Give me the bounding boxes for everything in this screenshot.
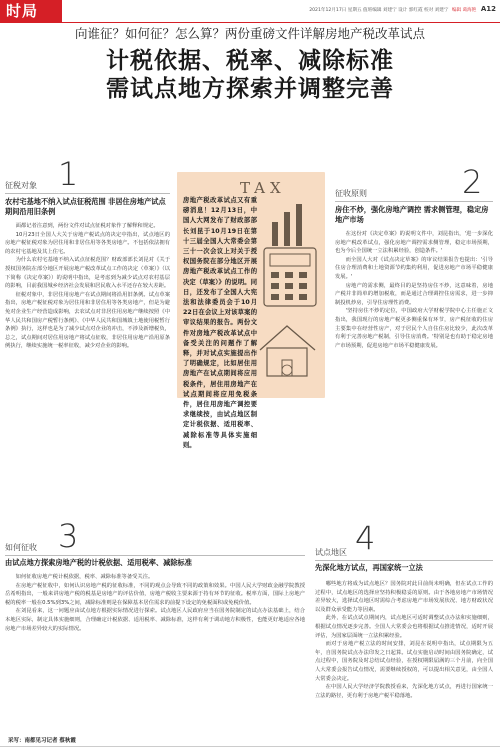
page-header (0, 0, 500, 22)
topic-3-para-2: 在房地产税征收中，如何认识房地产税的征收标准，不同的观点会导致不同的政策和效果。中国人民大学财政金融学院教授岳希明指出，一般来讲房地产税的税基是房地产的评估价值，房地产税收主要来源于持有环节的征收。税率方面，国际上房地产税的税率一般在0.5%到3%之间，减除标准则是在保障基本居住需求的前提下设定的免税面积或免税价值。 (5, 582, 305, 606)
credit-line: 采写：南都见习记者 蔡秋霞 (8, 738, 76, 744)
topic-3-para-1: 如何征收房地产税计税依据，税率、减除标准等备受关注。 (15, 574, 154, 580)
topic-4-tag: 试点地区 (315, 548, 347, 557)
topic-2-heading: 房住不炒，强化房地产调控 需求侧管理，稳定房地产市场 (335, 205, 489, 224)
topic-2-number: 2 (462, 163, 483, 201)
topic-3-para-3: 在刘昆看来，这一问题应由试点地方根据实际情况进行探索。试点地区人民政府应当在国务院制定的试点办法基础上，结合本地区实际，制定具体实施细则，合理确定计税依据、适用税率、减除标准，这样有利于调动地方积极性，也能更好地适应各地房地产市场差异较大的实际情况。 (5, 608, 305, 632)
topic-1-para-1: 面都记者注意到，两份文件对试点征税对象作了解释和规定。 (15, 223, 159, 229)
topic-1-body (5, 222, 170, 402)
topic-2-para-2: 而全国人大对《试点决定草案》的审议结果报告也提出：'引导住房合理消费和土地资源节约集约利用，促进房地产市场平稳健康发展。' (335, 256, 493, 280)
topic-1-para-3: 为什么农村宅基地不纳入试点征税范围？财政部部长刘昆对《关于授权国务院在部分地区开展房地产税改革试点工作的决定（草案）》（以下简称《决定草案》）的说明中指出，是考虑到为减少试点对农村基层的影响，目前我国城乡经济社会发展和居民收入水平还存在较大差距。 (5, 257, 170, 290)
pretitle: 向谁征？如何征？怎么算？两份重磅文件详解房地产税改革试点 (74, 26, 425, 41)
calculator-chart-icon (262, 200, 322, 310)
topic-4-para-1: 哪些地方将成为试点地区？国务院对此目前尚未明确，但在试点工作的过程中，试点地区的选择应坚持积极稳妥的原则。由于各地房地产市场情况差异较大，选择试点地区时需综合考虑房地产市场发展状况、地方财政状况以及群众承受能力等因素。 (315, 581, 493, 613)
section-badge: 时局 (0, 0, 62, 22)
topic-1-tag: 征税对象 (5, 181, 37, 190)
topic-2-tag: 征收原则 (335, 189, 367, 198)
topic-3-body (5, 573, 305, 733)
topic-2-rule (335, 201, 493, 202)
topic-2-para-1: 在这份对《决定草案》的说明文件中，刘昆指出，'进一步深化房地产税改革试点，强化房地产调控需求侧管理，稳定市场预期，也为今后全国统一立法积累经验，创造条件。' (335, 231, 493, 255)
topic-1-rule (5, 193, 170, 194)
topic-4-para-3: 而对于房地产税立法的时间安排，刘昆在说明中指出，试点期限为五年，自国务院试点办法印发之日起算。试点实施启动时间由国务院确定，试点过程中，国务院及时总结试点经验，在授权期限届满的三个月前，向全国人大常委会报告试点情况，需要继续授权的，可以提出相关意见，由全国人大常委会决定。 (315, 641, 493, 682)
bottom-rule (0, 746, 500, 747)
topic-1-para-2: 10月23日全国人大关于房地产税试点的决定中指出，试点地区的房地产税征税对象为居住用和非居住用等各类房地产。不包括依法拥有的农村宅基地及其上住宅。 (5, 231, 170, 255)
topic-1-heading: 农村宅基地不纳入试点征税范围 非居住房地产试点期间沿用旧条例 (5, 197, 166, 216)
header-info (309, 5, 496, 13)
topic-1-para-4: 征税对象中，非居住用房地产在试点期间将沿用旧条例。试点草案指出，房地产税征税对象为居住用和非居住用等各类房地产，但是为避免对企业生产经营造成影响，去农试点对非居住用房地产继续按照《中华人民共和国房产税暂行条例》、《中华人民共和国城镇土地使用税暂行条例》执行，这样也是为了减少试点对企业的冲击，不涉及新增税负，总之，试点期间对居住用房地产将试点征收，非居住用房地产沿用原条例执行，继续实施统一税率征收，减少对企业的影响。 (5, 291, 170, 350)
topic-4-para-4: 在中国人民大学经济学院教授看来，先深化地方试点，再进行国家统一立法的路径，更有利于房地产税平稳落地。 (315, 684, 493, 699)
topic-4-para-2: 此外，在试点试点期间内，试点地区可适时调整试点办法和实施细则，根据试点情况逐步完善。全国人大常委会也将根据试点推进情况，适时开展评估，为国家层面统一立法积累经验。 (315, 615, 493, 639)
topic-4-rule (315, 560, 493, 561)
date-info: 2021年12月17日 星期五 值班编辑 刘建宁 设计 郭红霞 校对 刘建宁 (309, 8, 449, 13)
topic-2-body (335, 230, 493, 402)
main-title-line-1: 计税依据、税率、减除标准 (106, 48, 394, 74)
topic-2-para-3: 房地产的需求侧，最终目的是坚持房住不炒，这意味着，房地产税并非简单的增加税收，而是通过合理调控住房需求，进一步抑制投机炒房，引导住房理性消费。 (335, 282, 493, 306)
header-rule (0, 22, 500, 23)
topic-4-heading: 先深化地方试点，再国家统一立法 (315, 563, 423, 572)
topic-4-body (315, 580, 493, 740)
page-number: A12 (480, 5, 496, 13)
main-title-line-2: 需试点地方探索并调整完善 (106, 76, 394, 102)
topic-2-para-4: '坚持房住不炒的定位，中国政府大学财税学院中心主任施正文指出，我国现行的房地产税更多侧重保有环节，房产税征收的住房主要集中在经营性房产，对于居民个人自住住房比较少，此次改革有利于完善房地产税制，引导住房消费。'特别是也有助于稳定房地产市场预期，促进房地产市场平稳健康发展。 (335, 308, 493, 349)
topic-4-number: 4 (355, 519, 376, 557)
tax-word: TAX (240, 179, 286, 197)
topic-3-heading: 由试点地方探索房地产税的计税依据、适用税率、减除标准 (5, 558, 192, 567)
house-icon (255, 320, 320, 380)
summary-text: 房地产税改革试点又有重磅消息！12月13日，中国人大网发布了财政部部长刘昆于10月19日在第十三届全国人大常委会第三十一次会议上对关于授权国务院在部分地区开展房地产税改革试点工作的决定（草案）》的说明。同日，还发布了全国人大宪法和法律委员会于10月22日在会议上对该草案的审议结果的报告。两份文件对房地产税改革试点中备受关注的问题作了解释，并对试点实施提出作了明确规定，比如居住用房地产在试点期间将应用税条件，居住用房地产在试点期间将应用免税条件，居住用房地产调控要求继续按，由试点地区制定计税依据、适用税率、减除标准等具体实施细则。 (183, 197, 257, 449)
edit-label: 编辑 葛海艳 (451, 8, 477, 13)
topic-3-rule (5, 555, 305, 556)
topic-3-tag: 如何征收 (5, 543, 37, 552)
topic-3-number: 3 (58, 517, 79, 555)
topic-1-number: 1 (58, 155, 79, 193)
